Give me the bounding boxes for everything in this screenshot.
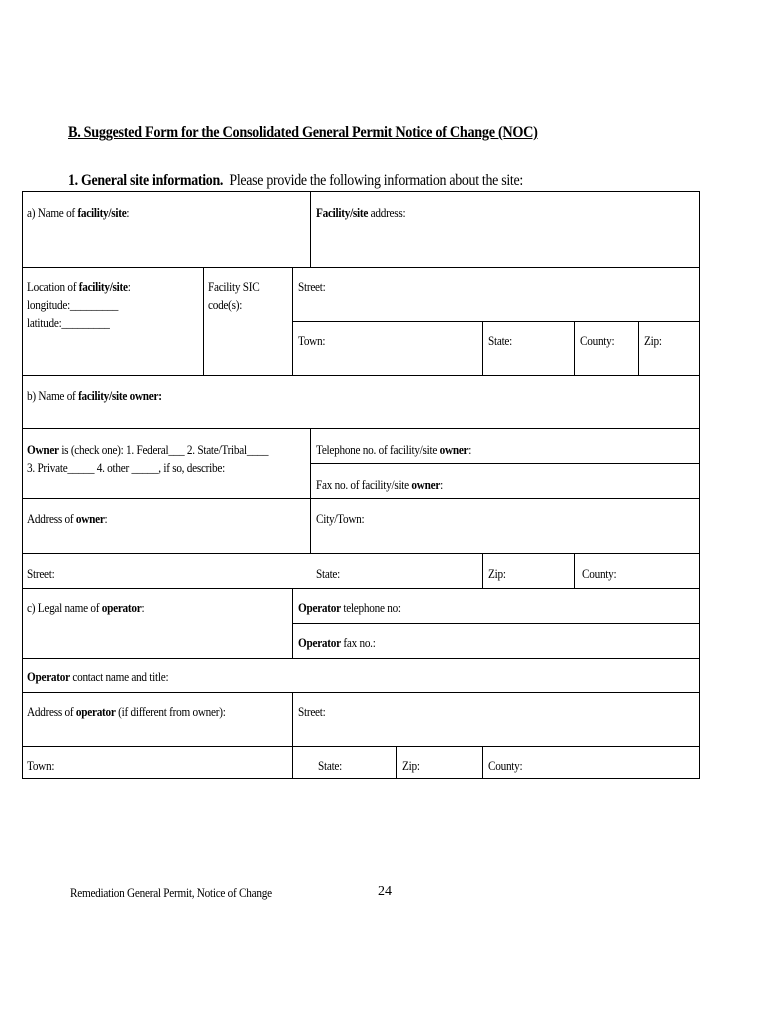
zip-label-3: Zip:	[402, 759, 420, 773]
city-town-label: City/Town:	[316, 512, 365, 526]
latitude-field[interactable]: latitude:_________	[27, 316, 110, 330]
sic-label-line2: code(s):	[208, 298, 243, 312]
operator-address-label: Address of operator (if different from owner):	[27, 705, 226, 719]
footer-document-name: Remediation General Permit, Notice of Change	[70, 886, 272, 900]
owner-fax-label: Fax no. of facility/site owner:	[316, 478, 443, 492]
section-heading	[68, 172, 523, 190]
state-label-3: State:	[318, 759, 343, 773]
operator-name-field[interactable]	[22, 589, 292, 658]
facility-name-label: a) Name of facility/site:	[27, 206, 130, 220]
county-label-1: County:	[580, 334, 615, 348]
location-label: Location of facility/site:	[27, 280, 131, 294]
owner-type-field[interactable]	[22, 429, 310, 498]
section-number-heading: 1. General site information.	[68, 172, 224, 189]
operator-name-label: c) Legal name of operator:	[27, 601, 145, 615]
town-label-3: Town:	[27, 759, 55, 773]
operator-fax-label: Operator fax no.:	[298, 636, 376, 650]
facility-address-field[interactable]	[311, 191, 699, 267]
page-number: 24	[378, 884, 392, 899]
street-label-2: Street:	[27, 567, 55, 581]
owner-type-line2: 3. Private_____ 4. other _____, if so, describe:	[27, 461, 225, 475]
operator-contact-label: Operator contact name and title:	[27, 670, 169, 684]
owner-type-line1: Owner is (check one): 1. Federal___ 2. State/Tribal____	[27, 443, 269, 457]
section-instruction: Please provide the following information about the site:	[229, 172, 523, 189]
owner-name-field[interactable]	[22, 376, 700, 428]
sic-code-field[interactable]	[204, 268, 292, 375]
zip-label-2: Zip:	[488, 567, 506, 581]
facility-name-field[interactable]	[22, 191, 310, 267]
form-title: B. Suggested Form for the Consolidated General Permit Notice of Change (NOC)	[68, 124, 538, 141]
sic-label-line1: Facility SIC	[208, 280, 260, 294]
state-label-1: State:	[488, 334, 513, 348]
street-label-3: Street:	[298, 705, 326, 719]
site-information-form	[22, 191, 700, 779]
street-label-1: Street:	[298, 280, 326, 294]
operator-phone-label: Operator telephone no:	[298, 601, 401, 615]
owner-name-label: b) Name of facility/site owner:	[27, 389, 162, 403]
owner-phone-label: Telephone no. of facility/site owner:	[316, 443, 472, 457]
county-label-2: County:	[582, 567, 617, 581]
county-label-3: County:	[488, 759, 523, 773]
zip-label-1: Zip:	[644, 334, 662, 348]
street-field-1[interactable]	[293, 268, 699, 321]
town-label-1: Town:	[298, 334, 326, 348]
facility-address-label: Facility/site address:	[316, 206, 406, 220]
state-label-2: State:	[316, 567, 341, 581]
owner-address-label: Address of owner:	[27, 512, 108, 526]
longitude-field[interactable]: longitude:_________	[27, 298, 119, 312]
